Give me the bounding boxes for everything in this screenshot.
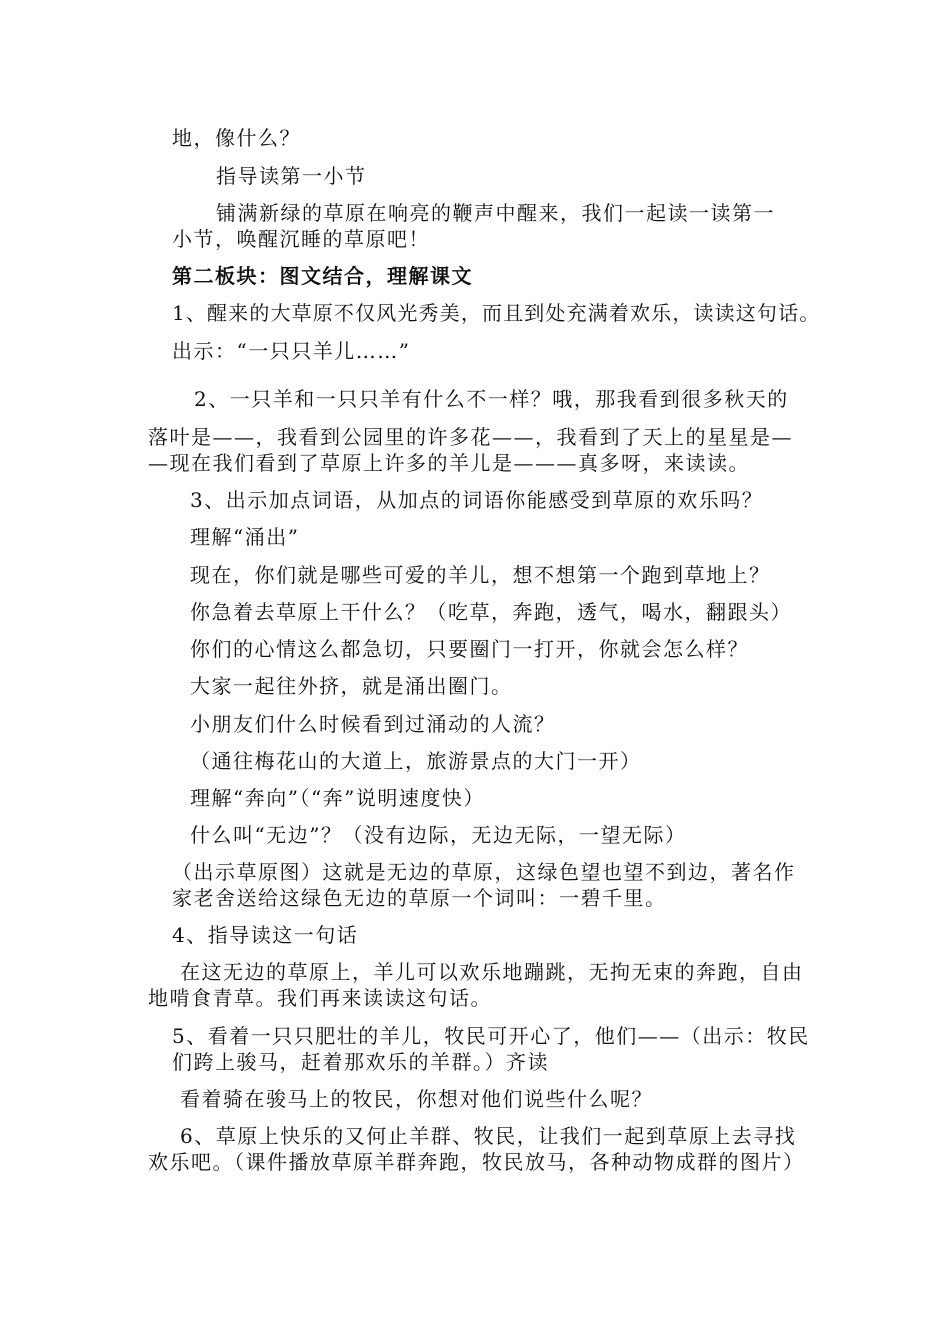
text-line: 你们的心情这么都急切，只要圈门一打开，你就会怎么样？ xyxy=(190,637,749,661)
text-line: 理解“奔向”（“奔”说明速度快） xyxy=(190,786,485,810)
text-line: （出示草原图）这就是无边的草原，这绿色望也望不到边，著名作 xyxy=(172,860,796,884)
text-line: —现在我们看到了草原上许多的羊儿是———真多呀，来读读。 xyxy=(148,451,750,475)
text-line: （通往梅花山的大道上，旅游景点的大门一开） xyxy=(190,749,642,773)
text-line: 3、出示加点词语，从加点的词语你能感受到草原的欢乐吗？ xyxy=(190,488,764,512)
text-line: 4、指导读这一句话 xyxy=(172,923,359,947)
text-line: 在这无边的草原上，羊儿可以欢乐地蹦跳，无拘无束的奔跑，自由 xyxy=(180,960,804,984)
text-line: 什么叫“无边”？（没有边际，无边无际，一望无际） xyxy=(190,823,687,847)
text-line: 出示：“一只只羊儿……” xyxy=(172,339,411,363)
text-line: 地啃食青草。我们再来读读这句话。 xyxy=(148,986,492,1010)
text-line: 2、一只羊和一只只羊有什么不一样？哦，那我看到很多秋天的 xyxy=(194,387,789,411)
text-line: 欢乐吧。（课件播放草原羊群奔跑，牧民放马，各种动物成群的图片） xyxy=(148,1150,805,1174)
text-line: 现在，你们就是哪些可爱的羊儿，想不想第一个跑到草地上？ xyxy=(190,563,771,587)
text-line: 铺满新绿的草原在响亮的鞭声中醒来，我们一起读一读第一 xyxy=(216,201,775,225)
text-line: 地，像什么？ xyxy=(172,126,301,150)
text-line: 理解“涌出” xyxy=(190,525,300,549)
section-heading: 第二板块：图文结合，理解课文 xyxy=(172,264,473,288)
text-line: 家老舍送给这绿色无边的草原一个词叫：一碧千里。 xyxy=(172,886,667,910)
text-line: 大家一起往外挤，就是涌出圈门。 xyxy=(190,674,513,698)
text-line: 们跨上骏马，赶着那欢乐的羊群。）齐读 xyxy=(172,1050,549,1074)
text-line: 指导读第一小节 xyxy=(216,164,367,188)
text-line: 6、草原上快乐的又何止羊群、牧民，让我们一起到草原上去寻找 xyxy=(180,1124,797,1148)
text-line: 你急着去草原上干什么？（吃草，奔跑，透气，喝水，翻跟头） xyxy=(190,600,792,624)
text-line: 小节，唤醒沉睡的草原吧！ xyxy=(172,227,430,251)
text-line: 5、看着一只只肥壮的羊儿，牧民可开心了，他们——（出示：牧民 xyxy=(172,1024,810,1048)
text-line: 落叶是——，我看到公园里的许多花——，我看到了天上的星星是— xyxy=(148,425,793,449)
text-line: 小朋友们什么时候看到过涌动的人流？ xyxy=(190,712,556,736)
text-line: 1、醒来的大草原不仅风光秀美，而且到处充满着欢乐，读读这句话。 xyxy=(172,301,821,325)
text-line: 看着骑在骏马上的牧民，你想对他们说些什么呢？ xyxy=(180,1087,653,1111)
